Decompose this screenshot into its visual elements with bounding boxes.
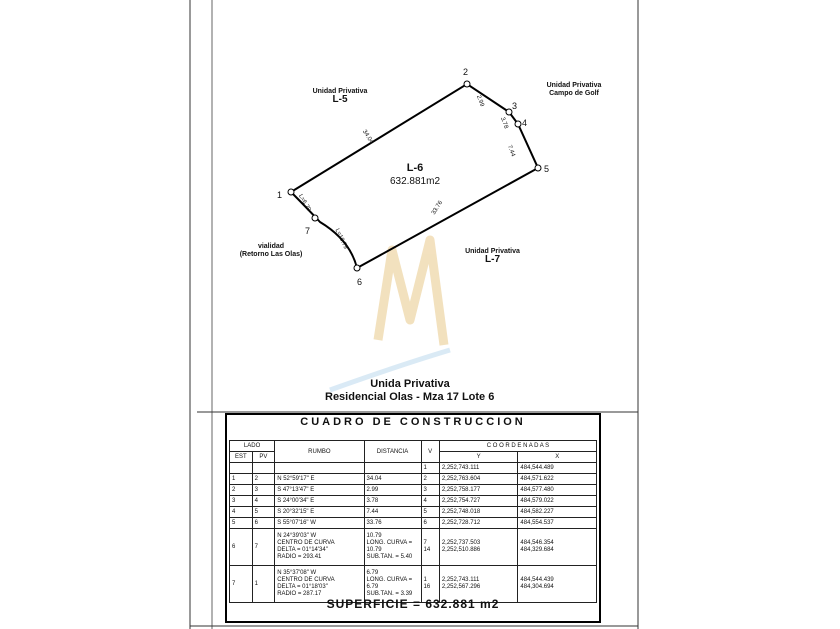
cell-v: 1 xyxy=(421,463,439,474)
cell-est: 1 xyxy=(230,474,253,485)
cell-dist-line: 10.79 xyxy=(366,533,382,539)
cell-y: 2,252,754.727 xyxy=(439,496,518,507)
cell-rumbo-line: DELTA = 01°14'34" xyxy=(277,547,328,553)
cell-x: 484,554.537 xyxy=(518,518,597,529)
watermark-logo xyxy=(330,240,450,390)
cell-dist: 2.99 xyxy=(364,485,421,496)
cell-pv-line: 7 xyxy=(254,543,258,550)
cell-rumbo: N 52°59'17" E xyxy=(275,474,364,485)
cell-v-line: 1 xyxy=(423,577,427,583)
construction-table xyxy=(229,440,597,603)
cell-y: 2,252,763.604 xyxy=(439,474,518,485)
cell-rumbo: S 47°13'47" E xyxy=(275,485,364,496)
cell-pv: 6 xyxy=(252,518,275,529)
cell-rumbo-line: RADIO = 293.41 xyxy=(277,554,322,560)
cell-y xyxy=(439,529,518,566)
table-row xyxy=(230,507,597,518)
cell-x: 484,579.022 xyxy=(518,496,597,507)
dist-1-2: 34.04 xyxy=(360,129,375,145)
table-row xyxy=(230,485,597,496)
road-line1: vialidad xyxy=(257,243,285,250)
dist-5-6: 33.76 xyxy=(430,200,445,216)
cell-est: 5 xyxy=(230,518,253,529)
cell-rumbo-line: N 35°37'08" W xyxy=(277,570,317,576)
vertex-5: 5 xyxy=(544,164,550,174)
cell-rumbo-line: CENTRO DE CURVA xyxy=(277,540,335,546)
cell-v: 4 xyxy=(421,496,439,507)
cell-est: 3 xyxy=(230,496,253,507)
cell-v: 6 xyxy=(421,518,439,529)
cell-dist-line: LONG. CURVA = 10.79 xyxy=(366,540,413,553)
cell-v-line: 7 xyxy=(423,540,427,546)
cell-dist: 33.76 xyxy=(364,518,421,529)
vertex-1: 1 xyxy=(277,190,283,200)
cell-x: 484,582.227 xyxy=(518,507,597,518)
road-line2: (Retorno Las Olas) xyxy=(239,251,303,258)
cell-y-line: 2,252,737.503 xyxy=(441,540,481,546)
cell-pv-line: 1 xyxy=(254,580,258,587)
cell-rumbo-line: N 24°39'03" W xyxy=(277,533,317,539)
neighbor-l5-name: Unidad Privativa xyxy=(312,88,368,95)
th-lado: LADO xyxy=(230,441,275,452)
cell-pv: 4 xyxy=(252,496,275,507)
table-row-curve xyxy=(230,529,597,566)
cell-dist-line: LONG. CURVA = 6.79 xyxy=(366,577,413,590)
cell-pv: 3 xyxy=(252,485,275,496)
cell-x: 484,577.480 xyxy=(518,485,597,496)
dist-4-5: 7.44 xyxy=(506,144,516,158)
caption-line2: Residencial Olas - Mza 17 Lote 6 xyxy=(325,391,495,403)
th-x: X xyxy=(518,452,597,463)
cell-y: 2,252,743.111 xyxy=(439,463,518,474)
th-y: Y xyxy=(439,452,518,463)
neighbor-l7-name: Unidad Privativa xyxy=(465,248,520,255)
cell-rumbo: S 24°00'34" E xyxy=(275,496,364,507)
cell-pv: 2 xyxy=(252,474,275,485)
cell-x: 484,571.622 xyxy=(518,474,597,485)
dist-2-3: 2.99 xyxy=(475,94,485,108)
th-coordenadas: C O O R D E N A D A S xyxy=(439,441,596,452)
th-v: V xyxy=(421,441,439,463)
cell-dist: 3.78 xyxy=(364,496,421,507)
cell-est: 2 xyxy=(230,485,253,496)
vertex-3: 3 xyxy=(512,101,518,111)
cell-dist-line: SUB.TAN. = 3.39 xyxy=(366,591,413,597)
dist-6-7: L=10.79 xyxy=(333,227,349,251)
cell-y-line: 2,252,743.111 xyxy=(441,577,480,583)
cell-y: 2,252,728.712 xyxy=(439,518,518,529)
th-est: EST xyxy=(230,452,253,463)
th-rumbo: RUMBO xyxy=(275,441,364,463)
table-row xyxy=(230,518,597,529)
superficie-total: SUPERFICIE = 632.881 m2 xyxy=(326,597,500,611)
neighbor-l5-label xyxy=(310,88,370,104)
cell-x-line: 484,329.684 xyxy=(520,547,554,553)
neighbor-golf-label xyxy=(534,82,614,98)
vertex-7: 7 xyxy=(305,226,311,236)
cell-pv xyxy=(252,529,275,566)
neighbor-l7-label xyxy=(455,248,530,264)
cell-x-line: 484,304.694 xyxy=(520,584,554,590)
cell-rumbo: S 20°32'15" E xyxy=(275,507,364,518)
neighbor-l7-lot: L-7 xyxy=(485,254,500,265)
cell-rumbo-line: DELTA = 01°18'03" xyxy=(277,584,328,590)
lot-label: L-6 xyxy=(406,162,424,174)
cell-y-line: 2,252,567.296 xyxy=(441,584,481,590)
neighbor-golf-line1: Unidad Privativa xyxy=(546,82,602,89)
dist-7-1: L=6.79 xyxy=(297,193,312,213)
cell-x-line: 484,544.439 xyxy=(520,577,554,583)
vertex-2: 2 xyxy=(463,67,469,77)
cell-est-line: 7 xyxy=(232,580,236,587)
cell-v xyxy=(421,529,439,566)
th-pv: PV xyxy=(252,452,275,463)
cell-v: 5 xyxy=(421,507,439,518)
cell-rumbo xyxy=(275,529,364,566)
cell-x: 484,544.489 xyxy=(518,463,597,474)
table-row xyxy=(230,474,597,485)
cell-dist xyxy=(364,529,421,566)
construction-table-title: CUADRO DE CONSTRUCCION xyxy=(300,416,526,428)
cell-v-line: 16 xyxy=(423,584,431,590)
th-distancia: DISTANCIA xyxy=(364,441,421,463)
road-label xyxy=(226,243,316,259)
cell-x xyxy=(518,529,597,566)
cell-est-line: 6 xyxy=(232,543,236,550)
cell-rumbo: S 55°07'16" W xyxy=(275,518,364,529)
table-row-first xyxy=(230,463,597,474)
cell-x-line: 484,546.354 xyxy=(520,540,554,546)
cell-v: 3 xyxy=(421,485,439,496)
vertex-4: 4 xyxy=(522,118,528,128)
cell-dist: 34.04 xyxy=(364,474,421,485)
cell-y: 2,252,758.177 xyxy=(439,485,518,496)
neighbor-golf-line2: Campo de Golf xyxy=(549,90,599,97)
neighbor-l5-lot: L-5 xyxy=(332,94,348,105)
cell-dist: 7.44 xyxy=(364,507,421,518)
cell-rumbo-line: RADIO = 287.17 xyxy=(277,591,322,597)
cell-pv: 5 xyxy=(252,507,275,518)
cell-est xyxy=(230,529,253,566)
vertex-6: 6 xyxy=(357,277,363,287)
cell-y: 2,252,748.018 xyxy=(439,507,518,518)
cell-dist-line: 6.79 xyxy=(366,570,379,576)
cell-v: 2 xyxy=(421,474,439,485)
lot-area: 632.881m2 xyxy=(389,176,441,187)
cell-dist-line: SUB.TAN. = 5.40 xyxy=(366,554,413,560)
dist-3-4: 3.78 xyxy=(499,116,509,130)
table-row xyxy=(230,496,597,507)
caption-line1: Unida Privativa xyxy=(370,378,450,390)
cell-y-line: 2,252,510.886 xyxy=(441,547,481,553)
cell-rumbo-line: CENTRO DE CURVA xyxy=(277,577,335,583)
cell-est: 4 xyxy=(230,507,253,518)
cell-v-line: 14 xyxy=(423,547,431,553)
